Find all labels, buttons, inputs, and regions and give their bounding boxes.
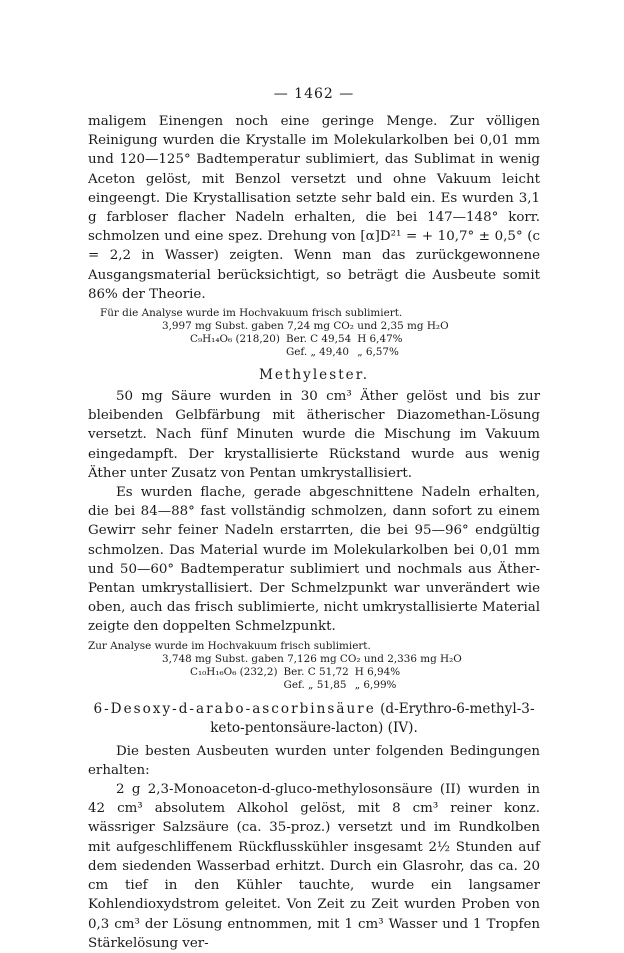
calculated-c: Ber. C 51,72 xyxy=(283,665,349,678)
table-row xyxy=(190,666,406,679)
paragraph-1: maligem Einengen noch eine geringe Menge. Zur völligen Reinigung wurden die Krystalle im Molekularkolben bei 0,01 mm und 120—125° Badtemperatur sublimiert, das Sublimat in wenig Aceton gelöst, mit Benzol versetzt und ohne Vakuum leicht eingeengt. Die Krystallisation setzte sehr bald ein. Es wurden 3,1 g farbloser flacher Nadeln erhalten, die bei 147—148° korr. schmolzen und eine spez. Drehung von [α]D²¹ = + 10,7° ± 0,5° (c = 2,2 in Wasser) zeigten. Wenn man das zurückgewonnene Ausgangsmaterial berücksichtigt, so beträgt die Ausbeute somit 86% der Theorie. xyxy=(88,114,540,302)
table-row xyxy=(190,333,409,346)
heading-spaced-part: 6-Desoxy-d-arabo-ascorbinsäure xyxy=(93,700,376,717)
paragraph-4: Die besten Ausbeuten wurden unter folgenden Bedingungen erhalten: xyxy=(88,743,540,778)
section-heading-ascorbinsaeure xyxy=(88,700,540,738)
section-heading-methylester: Methylester. xyxy=(258,367,370,384)
page xyxy=(88,86,540,953)
table-row xyxy=(190,679,406,692)
table-row xyxy=(190,346,409,359)
calculated-h: H 6,94% xyxy=(354,665,401,678)
calculated-h: H 6,47% xyxy=(357,333,403,346)
analysis-line-2: 3,748 mg Subst. gaben 7,126 mg CO₂ und 2,336 mg H₂O xyxy=(162,652,462,665)
calculated-c: Ber. C 49,54 xyxy=(285,333,352,346)
found-h: „ 6,57% xyxy=(357,346,399,359)
analysis-block-1 xyxy=(88,306,540,359)
found-c: Gef. „ 49,40 xyxy=(285,346,349,359)
analysis-table-2 xyxy=(190,666,406,692)
heading-rest-part: (d-Erythro-6-methyl-3-keto-pentonsäure-lacton) (IV). xyxy=(210,700,535,736)
analysis-table-1 xyxy=(190,333,409,359)
found-h: „ 6,99% xyxy=(354,678,397,691)
analysis-block-2 xyxy=(88,639,540,692)
analysis-note-2: Zur Analyse wurde im Hochvakuum frisch sublimiert. xyxy=(88,639,371,652)
formula: C₁₀H₁₆O₆ (232,2) xyxy=(190,665,278,678)
paragraph-2: 50 mg Säure wurden in 30 cm³ Äther gelöst und bis zur bleibenden Gelbfärbung mit ätherischer Diazomethan-Lösung versetzt. Nach fünf Minuten wurde die Mischung im Vakuum eingedampft. Der krystallisierte Rückstand wurde aus wenig Äther unter Zusatz von Pentan umkrystallisiert. xyxy=(88,389,540,481)
page-number: — 1462 — xyxy=(273,86,355,102)
paragraph-5: 2 g 2,3-Monoaceton-d-gluco-methylosonsäure (II) wurden in 42 cm³ absolutem Alkohol gelöst, mit 8 cm³ reiner konz. wässriger Salzsäure (ca. 35-proz.) versetzt und im Rundkolben mit aufgeschliffenem Rückflusskühler insgesamt 2½ Stunden auf dem siedenden Wasserbad erhitzt. Durch ein Glasrohr, das ca. 20 cm tief in den Kühler tauchte, wurde ein langsamer Kohlendioxydstrom geleitet. Von Zeit zu Zeit wurden Proben von 0,3 cm³ der Lösung entnommen, mit 1 cm³ Wasser und 1 Tropfen Stärkelösung ver- xyxy=(88,782,540,951)
formula: C₉H₁₄O₆ (218,20) xyxy=(190,333,280,346)
paragraph-3: Es wurden flache, gerade abgeschnittene Nadeln erhalten, die bei 84—88° fast vollständig schmolzen, dann sofort zu einem Gewirr sehr feiner Nadeln erstarrten, die bei 95—96° endgültig schmolzen. Das Material wurde im Molekularkolben bei 0,01 mm und 50—60° Badtemperatur sublimiert und nochmals aus Äther-Pentan umkrystallisiert. Der Schmelzpunkt war unverändert wie oben, auch das frisch sublimierte, nicht umkrystallisierte Material zeigte den doppelten Schmelzpunkt. xyxy=(88,485,540,635)
analysis-line-1: 3,997 mg Subst. gaben 7,24 mg CO₂ und 2,35 mg H₂O xyxy=(162,320,449,333)
found-c: Gef. „ 51,85 xyxy=(283,678,347,691)
analysis-note-1: Für die Analyse wurde im Hochvakuum frisch sublimiert. xyxy=(100,307,403,320)
